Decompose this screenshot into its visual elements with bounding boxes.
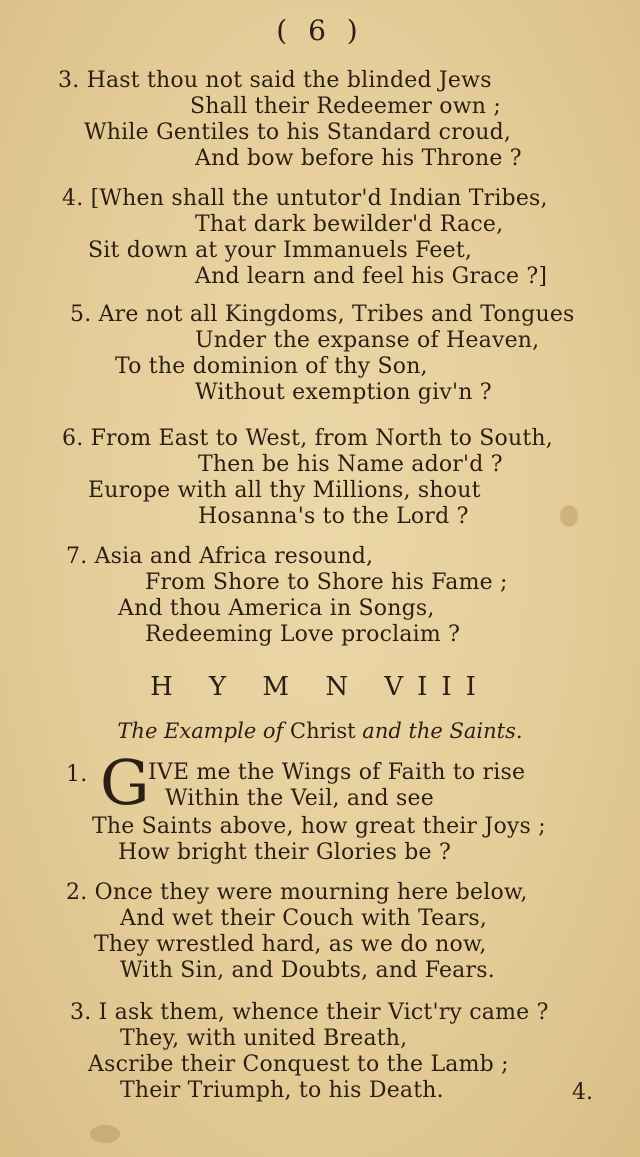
- verse-line: Hosanna's to the Lord ?: [198, 504, 469, 529]
- verse-line: With Sin, and Doubts, and Fears.: [120, 958, 495, 983]
- verse-line: 7. Asia and Africa resound,: [66, 544, 374, 569]
- verse-line: Within the Veil, and see: [165, 786, 434, 811]
- verse-line: Their Triumph, to his Death.: [120, 1078, 444, 1103]
- verse-line: Ascribe their Conquest to the Lamb ;: [88, 1052, 509, 1077]
- verse-line: They, with united Breath,: [120, 1026, 408, 1051]
- verse-line: That dark bewilder'd Race,: [195, 212, 504, 237]
- verse-line: And bow before his Throne ?: [195, 146, 522, 171]
- verse-line: Without exemption giv'n ?: [195, 380, 492, 405]
- verse-line: And learn and feel his Grace ?]: [195, 264, 548, 289]
- verse-line: While Gentiles to his Standard croud,: [84, 120, 512, 145]
- verse-line: Then be his Name ador'd ?: [198, 452, 503, 477]
- verse-line: From Shore to Shore his Fame ;: [145, 570, 508, 595]
- verse-line: And wet their Couch with Tears,: [120, 906, 488, 931]
- verse-line: 4. [When shall the untutor'd Indian Tribes,: [62, 186, 548, 211]
- subtitle-part: Christ: [290, 719, 356, 743]
- verse-line: And thou America in Songs,: [118, 596, 435, 621]
- verse-line: 6. From East to West, from North to South,: [62, 426, 553, 451]
- drop-cap-letter: G: [100, 746, 150, 819]
- subtitle-part: and the Saints.: [362, 719, 523, 743]
- verse-line: 2. Once they were mourning here below,: [66, 880, 528, 905]
- page-number: ( 6 ): [276, 14, 364, 47]
- foxing-stain: [560, 505, 578, 527]
- verse-line: Under the expanse of Heaven,: [195, 328, 540, 353]
- verse-line: IVE me the Wings of Faith to rise: [148, 760, 526, 785]
- verse-line: 3. I ask them, whence their Vict'ry came ?: [70, 1000, 549, 1025]
- verse-line: To the dominion of thy Son,: [115, 354, 428, 379]
- subtitle-part: The Example of: [117, 719, 284, 743]
- verse-line: How bright their Glories be ?: [118, 840, 451, 865]
- verse-line: Europe with all thy Millions, shout: [88, 478, 481, 503]
- hymn-title: H Y M N VIII: [150, 672, 490, 702]
- verse-line: Sit down at your Immanuels Feet,: [88, 238, 473, 263]
- verse-line: Shall their Redeemer own ;: [190, 94, 501, 119]
- verse-line: Redeeming Love proclaim ?: [145, 622, 461, 647]
- verse-line: They wrestled hard, as we do now,: [94, 932, 487, 957]
- verse-line: 3. Hast thou not said the blinded Jews: [58, 68, 492, 93]
- foxing-stain: [90, 1125, 120, 1143]
- catchword: 4.: [572, 1080, 593, 1105]
- hymn-subtitle: [0, 719, 640, 743]
- verse-line: The Saints above, how great their Joys ;: [92, 814, 546, 839]
- stanza-number: 1.: [66, 762, 88, 787]
- verse-line: 5. Are not all Kingdoms, Tribes and Tongues: [70, 302, 575, 327]
